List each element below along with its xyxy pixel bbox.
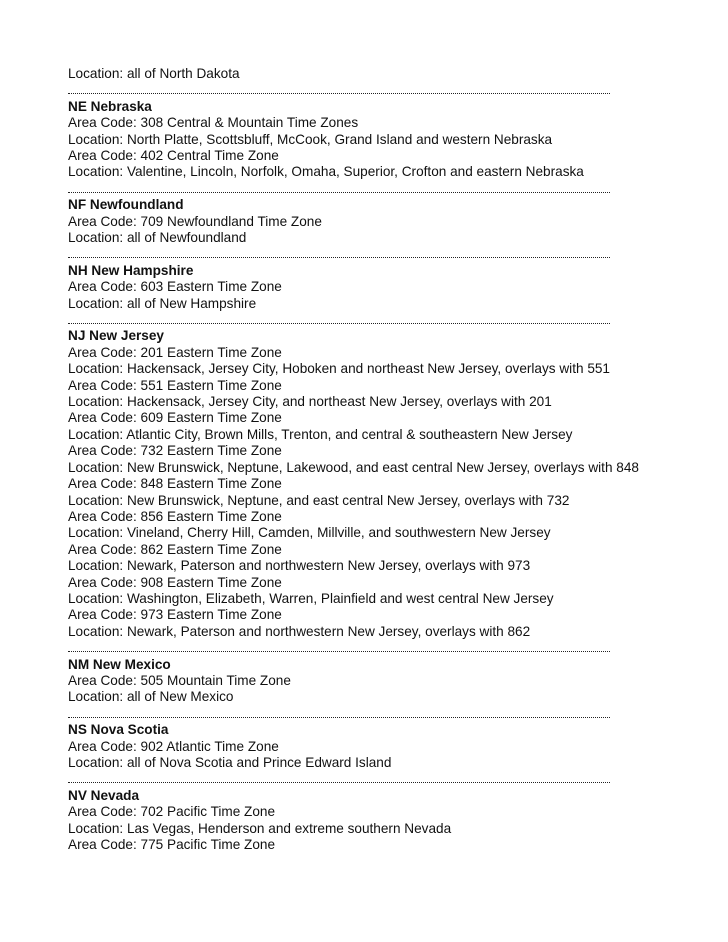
dotted-separator	[68, 771, 610, 787]
dotted-separator	[68, 640, 610, 656]
dotted-separator	[68, 312, 610, 328]
section-heading: NS Nova Scotia	[68, 722, 169, 738]
section-heading: NF Newfoundland	[68, 197, 184, 213]
entry-line: Location: all of Nova Scotia and Prince Edward Island	[68, 754, 392, 770]
entry-line: Location: all of New Mexico	[68, 689, 234, 705]
entry-line: Area Code: 732 Eastern Time Zone	[68, 443, 282, 459]
section-heading: NV Nevada	[68, 787, 140, 803]
section-nj	[68, 312, 668, 640]
entry-line: Location: Hackensack, Jersey City, Hoboken and northeast New Jersey, overlays with 551	[68, 361, 610, 377]
dotted-separator	[68, 181, 610, 197]
entry-line: Area Code: 201 Eastern Time Zone	[68, 344, 282, 360]
section-heading: NJ New Jersey	[68, 328, 164, 344]
entry-line: Location: Las Vegas, Henderson and extreme southern Nevada	[68, 820, 452, 836]
entry-line: Area Code: 505 Mountain Time Zone	[68, 672, 291, 688]
entry-line: Area Code: 609 Eastern Time Zone	[68, 410, 282, 426]
entry-line: Area Code: 856 Eastern Time Zone	[68, 508, 282, 524]
dotted-separator	[68, 706, 610, 722]
entry-line: Area Code: 551 Eastern Time Zone	[68, 377, 282, 393]
dotted-separator	[68, 82, 610, 98]
entry-line: Area Code: 603 Eastern Time Zone	[68, 279, 282, 295]
entry-line: Location: North Platte, Scottsbluff, McCook, Grand Island and western Nebraska	[68, 131, 553, 147]
entry-line: Area Code: 402 Central Time Zone	[68, 148, 279, 164]
document-page	[68, 66, 668, 853]
entry-line: Location: Newark, Paterson and northwestern New Jersey, overlays with 862	[68, 623, 531, 639]
entry-line: Location: all of Newfoundland	[68, 230, 247, 246]
entry-line: Location: Newark, Paterson and northwestern New Jersey, overlays with 973	[68, 558, 531, 574]
section-heading: NH New Hampshire	[68, 262, 194, 278]
entry-line: Location: Vineland, Cherry Hill, Camden, Millville, and southwestern New Jersey	[68, 525, 551, 541]
section-nv	[68, 771, 668, 853]
section-nh	[68, 246, 668, 312]
entry-line: Area Code: 862 Eastern Time Zone	[68, 541, 282, 557]
entry-line: Area Code: 908 Eastern Time Zone	[68, 574, 282, 590]
entry-line: Location: Atlantic City, Brown Mills, Trenton, and central & southeastern New Jersey	[68, 426, 573, 442]
intro-location-line: Location: all of North Dakota	[68, 66, 240, 81]
entry-line: Location: New Brunswick, Neptune, and east central New Jersey, overlays with 732	[68, 492, 570, 508]
section-ne	[68, 82, 668, 180]
entry-line: Location: Hackensack, Jersey City, and northeast New Jersey, overlays with 201	[68, 394, 552, 410]
entry-line: Location: all of New Hampshire	[68, 295, 257, 311]
entry-line: Location: Washington, Elizabeth, Warren, Plainfield and west central New Jersey	[68, 590, 554, 606]
entry-line: Area Code: 973 Eastern Time Zone	[68, 607, 282, 623]
dotted-separator	[68, 246, 610, 262]
entry-line: Area Code: 709 Newfoundland Time Zone	[68, 213, 322, 229]
entry-line: Area Code: 702 Pacific Time Zone	[68, 804, 276, 820]
entry-line: Location: New Brunswick, Neptune, Lakewood, and east central New Jersey, overlays with 848	[68, 459, 639, 475]
entry-line: Area Code: 902 Atlantic Time Zone	[68, 738, 279, 754]
section-heading: NM New Mexico	[68, 656, 171, 672]
section-ns	[68, 706, 668, 772]
entry-line: Location: Valentine, Lincoln, Norfolk, Omaha, Superior, Crofton and eastern Nebraska	[68, 164, 584, 180]
section-nf	[68, 181, 668, 247]
section-heading: NE Nebraska	[68, 98, 152, 114]
section-nm	[68, 640, 668, 706]
entry-line: Area Code: 848 Eastern Time Zone	[68, 476, 282, 492]
entry-line: Area Code: 775 Pacific Time Zone	[68, 836, 276, 852]
entry-line: Area Code: 308 Central & Mountain Time Zones	[68, 115, 359, 131]
